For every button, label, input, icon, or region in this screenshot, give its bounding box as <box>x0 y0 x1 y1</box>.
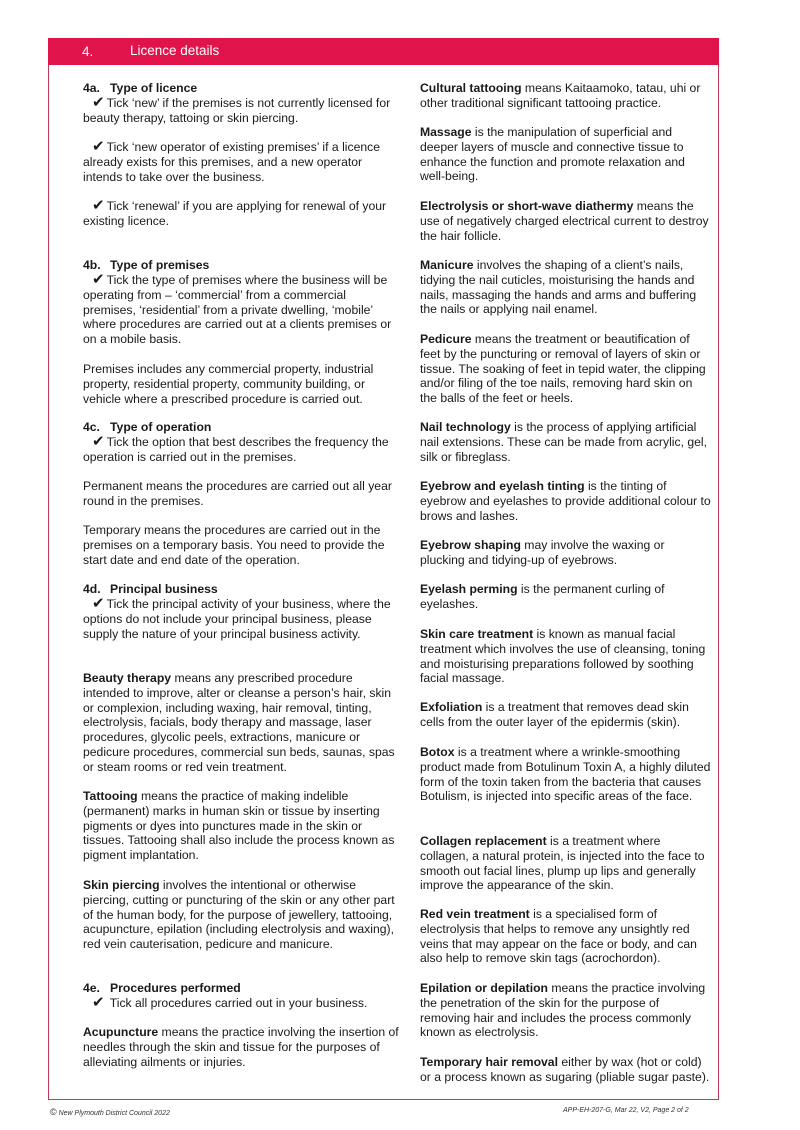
definition-paragraph <box>420 258 712 317</box>
footer-doc-ref: APP-EH-207-G, Mar 22, V2, Page 2 of 2 <box>563 1107 689 1114</box>
definition-paragraph <box>420 479 712 523</box>
paragraph-text: may involve the waxing or plucking and tidying-up of eyebrows. <box>420 538 665 567</box>
defined-term: Nail technology <box>420 420 511 434</box>
subsection-number: 4d. <box>83 582 101 596</box>
paragraph-text: means the use of negatively charged electrical current to destroy the hair follicle. <box>420 199 709 243</box>
defined-term: Skin care treatment <box>420 627 534 641</box>
defined-term: Botox <box>420 745 455 759</box>
defined-term: Acupuncture <box>83 1025 159 1039</box>
instruction-paragraph <box>83 435 399 465</box>
definition-paragraph <box>420 700 712 730</box>
subsection-heading <box>83 420 399 435</box>
defined-term: Tattooing <box>83 789 138 803</box>
subsection-title: Type of operation <box>110 420 212 434</box>
paragraph-text: means the practice of making indelible (permanent) marks in human skin or tissue by inserting pigments or dyes into punctures made in the skin or tissues. Tattooing shall also include the process known as pigment implantation. <box>83 789 395 863</box>
paragraph-text: Tick ‘renewal’ if you are applying for renewal of your existing licence. <box>83 199 387 228</box>
instruction-paragraph <box>83 597 399 641</box>
paragraph-text: means the treatment or beautification of feet by the puncturing or removal of layers of skin or tissue. The soaking of feet in tepid water, the clipping and/or filing of the toe nails, removing hard skin on the balls of the feet or heels. <box>420 332 706 406</box>
checkmark-icon: ✔ <box>92 197 105 214</box>
checkmark-icon: ✔ <box>92 595 105 612</box>
subsection-title: Type of licence <box>110 81 198 95</box>
instruction-paragraph <box>83 273 399 347</box>
subsection-number: 4a. <box>83 81 100 95</box>
instruction-paragraph <box>83 362 399 406</box>
paragraph-text: is the permanent curling of eyelashes. <box>420 582 665 611</box>
subsection-number: 4e. <box>83 981 100 995</box>
defined-term: Beauty therapy <box>83 671 172 685</box>
paragraph-text: Permanent means the procedures are carried out all year round in the premises. <box>83 479 392 508</box>
instruction-paragraph <box>83 523 399 567</box>
subsection-number: 4b. <box>83 258 101 272</box>
definition-paragraph <box>420 332 712 406</box>
defined-term: Massage <box>420 125 472 139</box>
defined-term: Skin piercing <box>83 878 160 892</box>
definition-paragraph <box>420 420 712 464</box>
checkmark-icon: ✔ <box>92 994 105 1011</box>
paragraph-text: means the practice involving the insertion of needles through the skin and tissue for the purposes of alleviating ailments or injuries. <box>83 1025 399 1069</box>
instruction-paragraph <box>83 199 399 229</box>
definition-paragraph <box>420 627 712 686</box>
checkmark-icon: ✔ <box>92 94 105 111</box>
paragraph-text: Temporary means the procedures are carried out in the premises on a temporary basis. You need to provide the start date and end date of the operation. <box>83 523 385 567</box>
paragraph-text: Tick the option that best describes the frequency the operation is carried out in the premises. <box>83 435 389 464</box>
checkmark-icon: ✔ <box>92 138 105 155</box>
paragraph-text: Tick ‘new’ if the premises is not currently licensed for beauty therapy, tattoing or skin piercing. <box>83 96 391 125</box>
instruction-paragraph <box>83 96 399 126</box>
paragraph-text: Tick all procedures carried out in your business. <box>106 996 368 1010</box>
defined-term: Eyebrow and eyelash tinting <box>420 479 585 493</box>
defined-term: Epilation or depilation <box>420 981 548 995</box>
definition-paragraph <box>83 671 399 775</box>
paragraph-text: involves the intentional or otherwise piercing, cutting or puncturing of the skin or any other part of the human body, for the purpose of jewellery, tattooing, acupuncture, epilation (including electrolysis and waxing), red vein cauterisation, pedicure and manicure. <box>83 878 395 952</box>
subsection-number: 4c. <box>83 420 100 434</box>
subsection-heading <box>83 582 399 597</box>
defined-term: Eyelash perming <box>420 582 518 596</box>
subsection-title: Principal business <box>110 582 218 596</box>
definition-paragraph <box>420 834 712 893</box>
definition-paragraph <box>420 745 712 804</box>
paragraph-text: is a treatment that removes dead skin cells from the outer layer of the epidermis (skin). <box>420 700 689 729</box>
section-number: 4. <box>82 44 94 59</box>
definition-paragraph <box>420 1055 712 1085</box>
defined-term: Manicure <box>420 258 474 272</box>
paragraph-text: Tick ‘new operator of existing premises’ if a licence already exists for this premises, and a new operator intends to take over the business. <box>83 140 381 184</box>
section-header <box>48 38 719 65</box>
definition-paragraph <box>420 907 712 966</box>
paragraph-text: Premises includes any commercial property, industrial property, residential property, community building, or vehicle where a prescribed procedure is carried out. <box>83 362 374 406</box>
paragraph-text: Tick the principal activity of your business, where the options do not include your principal business, please supply the nature of your principal business activity. <box>83 597 391 641</box>
definition-paragraph <box>83 1025 399 1069</box>
definition-paragraph <box>83 789 399 863</box>
subsection-heading <box>83 981 399 996</box>
definition-paragraph <box>420 199 712 243</box>
footer-copyright: © New Plymouth District Council 2022 <box>50 1107 170 1117</box>
defined-term: Eyebrow shaping <box>420 538 521 552</box>
definition-paragraph <box>420 582 712 612</box>
paragraph-text: is a treatment where a wrinkle-smoothing product made from Botulinum Toxin A, a highly diluted form of the toxin taken from the bacteria that causes Botulism, is injected into specific areas of the face. <box>420 745 711 804</box>
defined-term: Cultural tattooing <box>420 81 522 95</box>
defined-term: Collagen replacement <box>420 834 547 848</box>
instruction-paragraph <box>83 479 399 509</box>
paragraph-text: means the practice involving the penetration of the skin for the purpose of removing hair and includes the process commonly known as electrolysis. <box>420 981 706 1040</box>
checkmark-icon: ✔ <box>92 271 105 288</box>
subsection-title: Procedures performed <box>110 981 241 995</box>
subsection-heading <box>83 258 399 273</box>
paragraph-text: is the manipulation of superficial and deeper layers of muscle and connective tissue to enhance the function and promote relaxation and well-being. <box>420 125 685 184</box>
defined-term: Pedicure <box>420 332 472 346</box>
checkmark-icon: ✔ <box>92 433 105 450</box>
subsection-title: Type of premises <box>110 258 210 272</box>
instruction-paragraph <box>83 996 399 1011</box>
paragraph-text: means any prescribed procedure intended to improve, alter or cleanse a person’s hair, skin or complexion, including waxing, hair removal, tinting, electrolysis, facials, body therapy and massage, laser procedures, glycolic peels, extractions, manicure or pedicure procedures, commercial sun beds, saunas, spas or steam rooms or red vein treatment. <box>83 671 395 774</box>
paragraph-text: is a treatment where collagen, a natural protein, is injected into the face to smooth out facial lines, plump up lips and generally improve the appearance of the skin. <box>420 834 705 893</box>
paragraph-text: Tick the type of premises where the business will be operating from – ‘commercial’ from a commercial premises, ‘residential’ from a private dwelling, ‘mobile’ where procedures are carried out at a clients premises or on a mobile basis. <box>83 273 392 347</box>
defined-term: Exfoliation <box>420 700 483 714</box>
paragraph-text: means Kaitaamoko, tatau, uhi or other traditional significant tattooing practice. <box>420 81 701 110</box>
defined-term: Temporary hair removal <box>420 1055 558 1069</box>
paragraph-text: is the process of applying artificial nail extensions. These can be made from acrylic, gel, silk or fibreglass. <box>420 420 708 464</box>
instruction-paragraph <box>83 140 399 184</box>
definition-paragraph <box>420 981 712 1040</box>
paragraph-text: is known as manual facial treatment which involves the use of cleansing, toning and moisturising preparations followed by soothing facial massage. <box>420 627 706 686</box>
definition-paragraph <box>420 538 712 568</box>
defined-term: Red vein treatment <box>420 907 530 921</box>
paragraph-text: is the tinting of eyebrow and eyelashes to provide additional colour to brows and lashes. <box>420 479 711 523</box>
subsection-heading <box>83 81 399 96</box>
definition-paragraph <box>83 878 399 952</box>
paragraph-text: involves the shaping of a client’s nails, tidying the nail cuticles, moisturising the hands and nails, massaging the hands and arms and buffering the nails or applying nail enamel. <box>420 258 697 317</box>
definition-paragraph <box>420 125 712 184</box>
defined-term: Electrolysis or short-wave diathermy <box>420 199 634 213</box>
paragraph-text: either by wax (hot or cold) or a process known as sugaring (pliable sugar paste). <box>420 1055 710 1084</box>
definition-paragraph <box>420 81 712 111</box>
paragraph-text: is a specialised form of electrolysis that helps to remove any unsightly red veins that may appear on the face or body, and can also help to remove skin tags (acrochordon). <box>420 907 697 966</box>
section-title: Licence details <box>130 43 220 58</box>
